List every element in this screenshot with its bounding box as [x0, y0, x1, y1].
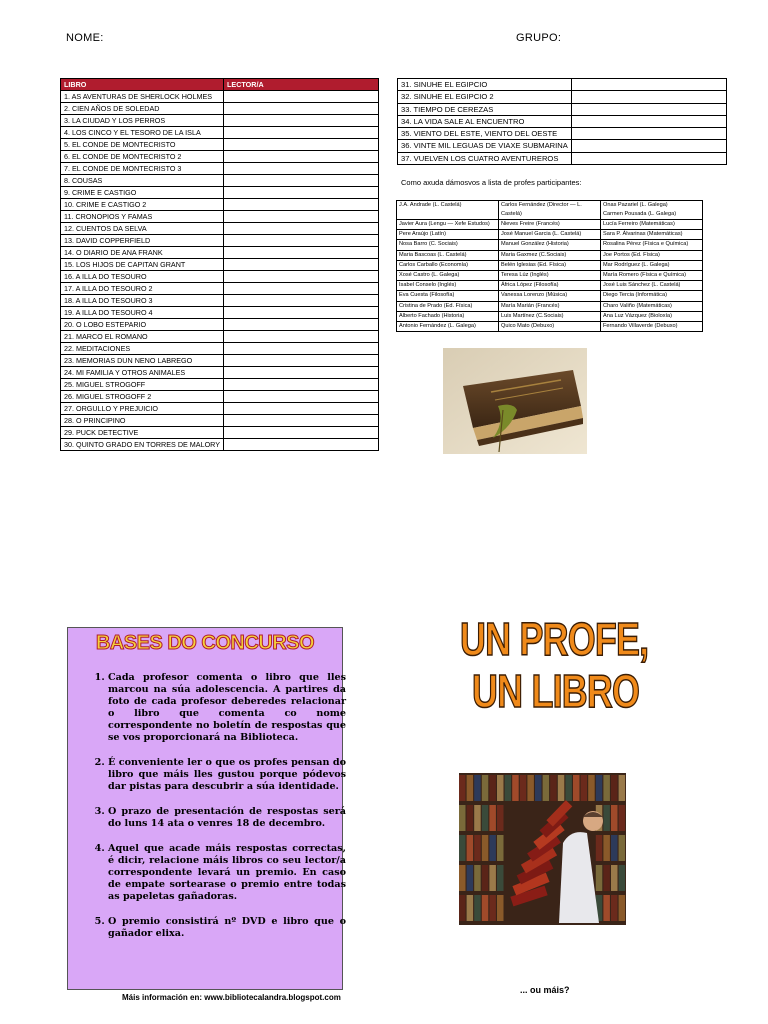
rules-list [80, 672, 346, 953]
reader-cell[interactable] [224, 91, 379, 103]
reader-cell[interactable] [224, 415, 379, 427]
book-title-cell: 3. LA CIUDAD Y LOS PERROS [61, 115, 224, 127]
teacher-cell: Ana Luz Vázquez (Bioloxía) [601, 311, 703, 321]
book-title-cell: 27. ORGULLO Y PREJUICIO [61, 403, 224, 415]
teacher-cell: Joe Portos (Ed. Física) [601, 250, 703, 260]
book-title-cell: 22. MEDITACIONES [61, 343, 224, 355]
book-title-cell: 32. SINUHE EL EGIPCIO 2 [398, 91, 572, 103]
table-row [61, 151, 379, 163]
table-row [61, 103, 379, 115]
book-title-cell: 20. O LOBO ESTEPARIO [61, 319, 224, 331]
reader-cell[interactable] [224, 259, 379, 271]
book-title-cell: 29. PUCK DETECTIVE [61, 427, 224, 439]
table-row [61, 283, 379, 295]
reader-cell[interactable] [224, 391, 379, 403]
caption: ... ou máis? [520, 985, 570, 995]
reader-cell[interactable] [224, 307, 379, 319]
teacher-name: Carmen Pousada (L. Galega) [603, 211, 677, 217]
reader-cell[interactable] [571, 140, 726, 152]
table-row [61, 427, 379, 439]
table-row [397, 250, 703, 260]
table-row [61, 379, 379, 391]
contest-rules-title: BASES DO CONCURSO [95, 632, 315, 654]
reader-cell[interactable] [224, 331, 379, 343]
teacher-cell: Isabel Conselo (Inglés) [397, 281, 499, 291]
table-row [61, 139, 379, 151]
teacher-cell: Lucía Ferreiro (Matemáticas) [601, 220, 703, 230]
table-row [61, 367, 379, 379]
teacher-cell: María Marián (Francés) [499, 301, 601, 311]
book-title-cell: 37. VUELVEN LOS CUATRO AVENTUREROS [398, 152, 572, 164]
reader-cell[interactable] [224, 367, 379, 379]
teacher-cell [499, 201, 601, 220]
group-label: GRUPO: [516, 32, 562, 44]
reader-cell[interactable] [224, 175, 379, 187]
teacher-cell: José Manuel Garcia (L. Castelá) [499, 230, 601, 240]
reader-cell[interactable] [224, 379, 379, 391]
man-carrying-books-photo [459, 773, 626, 925]
table-row [398, 115, 727, 127]
teacher-cell [397, 201, 499, 220]
table-row [397, 271, 703, 281]
table-row [397, 322, 703, 332]
rule-item: 1. Cada profesor comenta o libro que lles marcou na súa adolescencia. A partires da foto de cada profesor deberedes relacionar o libro que comenta co nome correspondente no boletín de respostas que se vos proporcionará na Biblioteca. [108, 672, 346, 744]
book-title-cell: 30. QUINTO GRADO EN TORRES DE MALORY [61, 439, 224, 451]
teacher-cell [601, 201, 703, 220]
reader-cell[interactable] [571, 103, 726, 115]
teacher-cell: Eva Cuesta (Filosofía) [397, 291, 499, 301]
book-title-cell: 10. CRIME E CASTIGO 2 [61, 199, 224, 211]
reader-cell[interactable] [224, 103, 379, 115]
book-title-cell: 33. TIEMPO DE CEREZAS [398, 103, 572, 115]
reader-cell[interactable] [224, 115, 379, 127]
teacher-cell: Belén Iglesias (Ed. Física) [499, 260, 601, 270]
teacher-cell: Antonio Fernández (L. Galega) [397, 322, 499, 332]
books-table-2 [397, 78, 727, 165]
table-row [61, 331, 379, 343]
book-title-cell: 36. VINTE MIL LEGUAS DE VIAXE SUBMARINA [398, 140, 572, 152]
reader-cell[interactable] [224, 211, 379, 223]
table-row [61, 211, 379, 223]
book-title-cell: 2. CIEN AÑOS DE SOLEDAD [61, 103, 224, 115]
table-row [61, 259, 379, 271]
table-row [61, 271, 379, 283]
reader-cell[interactable] [224, 427, 379, 439]
table-row [398, 103, 727, 115]
teacher-cell: Teresa Lúz (Inglés) [499, 271, 601, 281]
teacher-cell: Maria Gaxmez (C.Sociais) [499, 250, 601, 260]
book-title-cell: 4. LOS CINCO Y EL TESORO DE LA ISLA [61, 127, 224, 139]
table-row [61, 199, 379, 211]
book-title-cell: 16. A ILLA DO TESOURO [61, 271, 224, 283]
book-title-cell: 14. O DIARIO DE ANA FRANK [61, 247, 224, 259]
book-title-cell: 17. A ILLA DO TESOURO 2 [61, 283, 224, 295]
table-row [61, 295, 379, 307]
table-row [398, 140, 727, 152]
book-title-cell: 23. MEMORIAS DUN NENO LABREGO [61, 355, 224, 367]
reader-cell[interactable] [224, 223, 379, 235]
table-row [398, 79, 727, 91]
book-title-cell: 9. CRIME E CASTIGO [61, 187, 224, 199]
table-row [397, 301, 703, 311]
table-row [397, 201, 703, 220]
teacher-name: Carlos Fernández (Director — L. Castelá) [501, 202, 582, 217]
reader-cell[interactable] [224, 247, 379, 259]
book-title-cell: 25. MIGUEL STROGOFF [61, 379, 224, 391]
book-title-cell: 6. EL CONDE DE MONTECRISTO 2 [61, 151, 224, 163]
teacher-cell: Mar Rodríguez (L. Galega) [601, 260, 703, 270]
table-row [61, 115, 379, 127]
book-title-cell: 21. MARCO EL ROMANO [61, 331, 224, 343]
reader-cell[interactable] [224, 355, 379, 367]
reader-cell[interactable] [224, 139, 379, 151]
reader-cell[interactable] [224, 163, 379, 175]
more-info-link[interactable]: Máis información en: www.bibliotecalandra.blogspot.com [122, 993, 341, 1002]
teacher-name: Onas Pazariel (L. Galega) [603, 202, 668, 208]
col-book-header: LIBRO [61, 79, 224, 91]
teacher-cell: Maria Bascoas (L. Castelá) [397, 250, 499, 260]
book-title-cell: 1. AS AVENTURAS DE SHERLOCK HOLMES [61, 91, 224, 103]
reader-cell[interactable] [224, 235, 379, 247]
reader-cell[interactable] [224, 439, 379, 451]
col-reader-header: LECTOR/A [224, 79, 379, 91]
reader-cell[interactable] [224, 295, 379, 307]
teacher-cell: María Romero (Física e Química) [601, 271, 703, 281]
table-row [61, 187, 379, 199]
book-title-cell: 12. CUENTOS DA SELVA [61, 223, 224, 235]
table-row [398, 91, 727, 103]
reader-cell[interactable] [224, 271, 379, 283]
book-title-cell: 24. MI FAMILIA Y OTROS ANIMALES [61, 367, 224, 379]
title-line-1: UN PROFE, [460, 613, 649, 665]
reader-cell[interactable] [571, 91, 726, 103]
book-title-cell: 8. COUSAS [61, 175, 224, 187]
table-row [398, 152, 727, 164]
table-row [61, 307, 379, 319]
table-row [61, 391, 379, 403]
books-table [60, 78, 379, 451]
table-row [61, 415, 379, 427]
teacher-cell: Manuel González (Historia) [499, 240, 601, 250]
teacher-cell: Cristina de Prado (Ed. Física) [397, 301, 499, 311]
table-row [61, 91, 379, 103]
table-row [397, 281, 703, 291]
book-title-cell: 26. MIGUEL STROGOFF 2 [61, 391, 224, 403]
teacher-cell: Charo Valiño (Matemáticas) [601, 301, 703, 311]
table-row [61, 319, 379, 331]
teachers-note: Como axuda dámosvos a lista de profes participantes: [401, 178, 582, 187]
table-row [61, 235, 379, 247]
table-row [397, 220, 703, 230]
reader-cell[interactable] [224, 403, 379, 415]
book-title-cell: 11. CRONOPIOS Y FAMAS [61, 211, 224, 223]
teacher-cell: José Luis Sánchez (L. Castelá) [601, 281, 703, 291]
table-row [61, 355, 379, 367]
reader-cell[interactable] [571, 79, 726, 91]
teacher-cell: Fernando Villaverde (Debuxo) [601, 322, 703, 332]
table-row [61, 127, 379, 139]
table-row [61, 163, 379, 175]
rule-item: 3. O prazo de presentación de respostas será do luns 14 ata o venres 18 de decembro. [108, 806, 346, 830]
table-row [61, 223, 379, 235]
teacher-name: J.A. Andrade (L. Castelá) [399, 202, 462, 208]
book-title-cell: 5. EL CONDE DE MONTECRISTO [61, 139, 224, 151]
book-title-cell: 35. VIENTO DEL ESTE, VIENTO DEL OESTE [398, 128, 572, 140]
teacher-cell: Nieves Freire (Francés) [499, 220, 601, 230]
reader-cell[interactable] [571, 115, 726, 127]
table-row [397, 260, 703, 270]
table-row [61, 439, 379, 451]
book-title-cell: 28. O PRINCIPINO [61, 415, 224, 427]
book-title-cell: 7. EL CONDE DE MONTECRISTO 3 [61, 163, 224, 175]
teachers-table [396, 200, 703, 332]
teacher-cell: Nosa Barro (C. Sociais) [397, 240, 499, 250]
teacher-cell: Vanessa Lorenzo (Música) [499, 291, 601, 301]
teacher-cell: Diego Tercia (Informática) [601, 291, 703, 301]
name-label: NOME: [66, 32, 104, 44]
table-row [398, 128, 727, 140]
teacher-cell: Carlos Carballo (Economía) [397, 260, 499, 270]
table-row [397, 291, 703, 301]
teacher-cell: Alberto Fachado (Historia) [397, 311, 499, 321]
reader-cell[interactable] [224, 343, 379, 355]
table-row [397, 311, 703, 321]
teacher-cell: África López (Filosofía) [499, 281, 601, 291]
book-title-cell: 19. A ILLA DO TESOURO 4 [61, 307, 224, 319]
book-leaf-photo [443, 348, 587, 454]
table-row [61, 343, 379, 355]
reader-cell[interactable] [571, 128, 726, 140]
rule-item: 2. É conveniente ler o que os profes pensan do libro que máis lles gustou porque pódevos dar pistas para descubrir a súa identidade. [108, 757, 346, 793]
reader-cell[interactable] [571, 152, 726, 164]
book-title-cell: 15. LOS HIJOS DE CAPITAN GRANT [61, 259, 224, 271]
table-row [61, 175, 379, 187]
reader-cell[interactable] [224, 187, 379, 199]
teacher-cell: Xosé Castro (L. Galega) [397, 271, 499, 281]
teacher-cell: Sara P. Álvarinas (Matemáticas) [601, 230, 703, 240]
teacher-cell: Luis Martínez (C.Sociais) [499, 311, 601, 321]
reader-cell[interactable] [224, 151, 379, 163]
table-row [61, 403, 379, 415]
table-row [61, 247, 379, 259]
book-title-cell: 34. LA VIDA SALE AL ENCUENTRO [398, 115, 572, 127]
teacher-cell: Pere Araújo (Latín) [397, 230, 499, 240]
reader-cell[interactable] [224, 199, 379, 211]
table-row [397, 230, 703, 240]
book-title-cell: 31. SINUHE EL EGIPCIO [398, 79, 572, 91]
teacher-cell: Javier Aura (Lengu — Xefe Estudos) [397, 220, 499, 230]
title-line-2: UN LIBRO [472, 665, 640, 717]
teacher-cell: Quico Mato (Debuxo) [499, 322, 601, 332]
book-title-cell: 18. A ILLA DO TESOURO 3 [61, 295, 224, 307]
reader-cell[interactable] [224, 283, 379, 295]
rule-item: 5. O premio consistirá nº DVD e libro que o gañador elixa. [108, 916, 346, 940]
reader-cell[interactable] [224, 319, 379, 331]
rule-item: 4. Aquel que acade máis respostas correctas, é dicir, relacione máis libros co seu lector/a correspondente levará un premio. En caso de empate sortearase o premio entre todas as papeletas gañadoras. [108, 843, 346, 903]
teacher-cell: Rosalina Pérez (Física e Química) [601, 240, 703, 250]
table-row [397, 240, 703, 250]
contest-rules-box [67, 627, 346, 990]
reader-cell[interactable] [224, 127, 379, 139]
book-title-cell: 13. DAVID COPPERFIELD [61, 235, 224, 247]
